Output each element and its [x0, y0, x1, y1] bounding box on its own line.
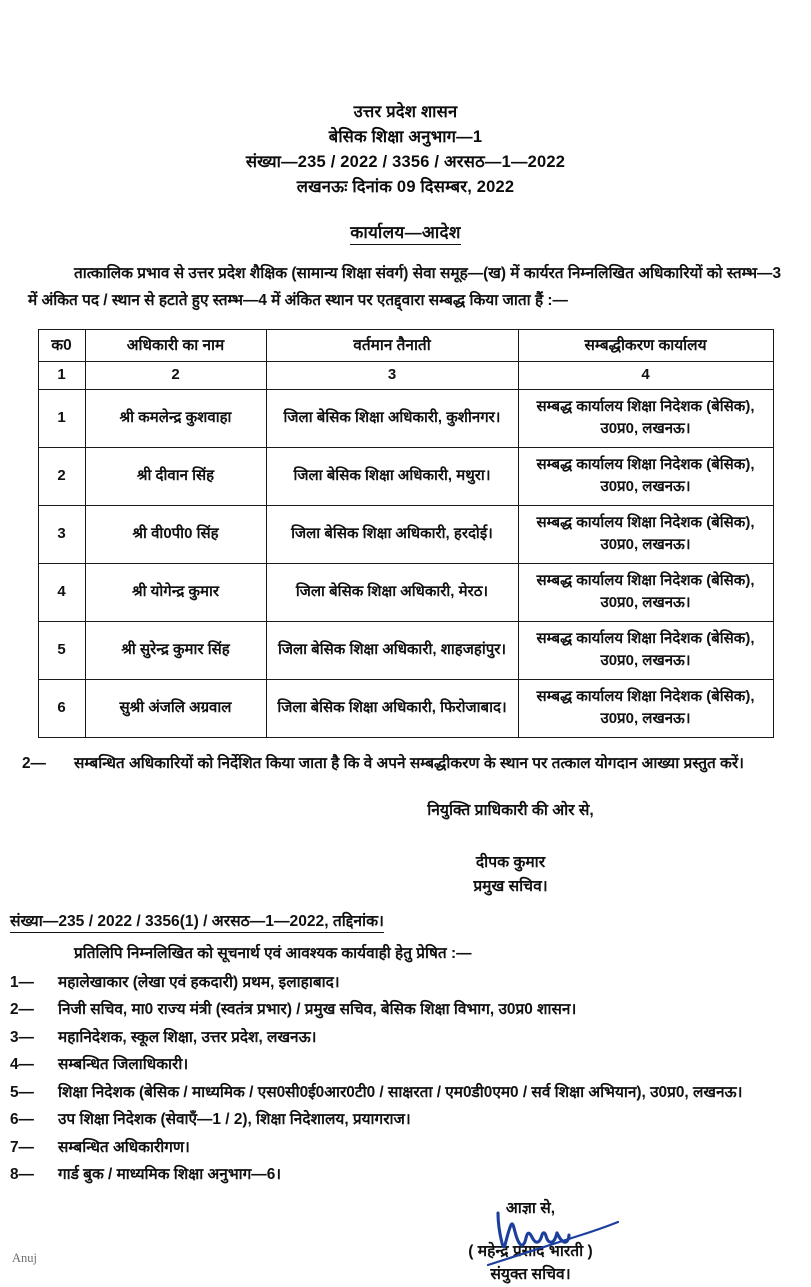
clause-2-number: 2— [22, 754, 46, 772]
cell-sno: 1 [38, 389, 85, 447]
list-item-index: 6— [10, 1111, 34, 1129]
signatory-name: दीपक कुमार [475, 854, 546, 872]
table-row [38, 505, 773, 563]
clause-2 [22, 751, 781, 777]
cell-current-posting: जिला बेसिक शिक्षा अधिकारी, फिरोजाबाद। [266, 679, 518, 737]
cell-officer-name: श्री दीवान सिंह [85, 447, 266, 505]
header-line-government: उत्तर प्रदेश शासन [353, 103, 458, 121]
column-header-sno: क0 [38, 329, 85, 361]
by-order-line: आज्ञा से, [505, 1199, 556, 1217]
list-item [10, 997, 787, 1023]
header-line-department: बेसिक शिक्षा अनुभाग—1 [328, 128, 483, 147]
column-number-4: 4 [518, 362, 773, 390]
cell-current-posting: जिला बेसिक शिक्षा अधिकारी, हरदोई। [266, 505, 518, 563]
cell-sno: 4 [38, 563, 85, 621]
table-row [38, 389, 773, 447]
cell-attachment-office: सम्बद्ध कार्यालय शिक्षा निदेशक (बेसिक), उ0प्र0, लखनऊ। [518, 621, 773, 679]
cell-attachment-office: सम्बद्ध कार्यालय शिक्षा निदेशक (बेसिक), उ0प्र0, लखनऊ। [518, 679, 773, 737]
column-header-officer-name: अधिकारी का नाम [85, 329, 266, 361]
list-item-text: गार्ड बुक / माध्यमिक शिक्षा अनुभाग—6। [58, 1166, 282, 1184]
order-title-container [0, 220, 811, 245]
cell-officer-name: श्री वी0पी0 सिंह [85, 505, 266, 563]
list-item-text: निजी सचिव, मा0 राज्य मंत्री (स्वतंत्र प्रभार) / प्रमुख सचिव, बेसिक शिक्षा विभाग, उ0प्र0 शासन। [58, 1001, 577, 1019]
list-item-index: 5— [10, 1083, 34, 1101]
list-item-index: 1— [10, 973, 34, 991]
list-item [10, 1162, 787, 1188]
order-title: कार्यालय—आदेश [350, 220, 460, 245]
table-row [38, 563, 773, 621]
typist-footer-note: Anuj [12, 1251, 37, 1265]
signature-block-principal-secretary [0, 799, 811, 899]
table-row [38, 621, 773, 679]
cell-officer-name: श्री सुरेन्द्र कुमार सिंह [85, 621, 266, 679]
appointing-authority-line: नियुक्ति प्राधिकारी की ओर से, [427, 802, 594, 819]
intro-paragraph: तात्कालिक प्रभाव से उत्तर प्रदेश शैक्षिक (सामान्य शिक्षा संवर्ग) सेवा समूह—(ख) में कार्यरत निम्नलिखित अधिकारियों को स्तम्भ—3 में अंकित पद / स्थान से हटाते हुए स्तम्भ—4 में अंकित स्थान पर एतद्द्वारा सम्बद्ध किया जाता हैं :— [28, 265, 781, 310]
table-row [38, 679, 773, 737]
table-row [38, 447, 773, 505]
joint-secretary-name: ( महेन्द्र प्रसाद भारती ) [468, 1242, 593, 1260]
list-item-text: सम्बन्धित जिलाधिकारी। [58, 1056, 189, 1074]
officers-transfer-table [38, 329, 774, 738]
joint-secretary-designation: संयुक्त सचिव। [490, 1266, 571, 1284]
list-item [10, 1080, 787, 1106]
header-line-place-date: लखनऊः दिनांक 09 दिसम्बर, 2022 [296, 178, 515, 197]
column-number-3: 3 [266, 362, 518, 390]
clause-2-text: सम्बन्धित अधिकारियों को निर्देशित किया जाता है कि वे अपने सम्बद्धीकरण के स्थान पर तत्काल योगदान आख्या प्रस्तुत करें। [74, 754, 744, 772]
cell-attachment-office: सम्बद्ध कार्यालय शिक्षा निदेशक (बेसिक), उ0प्र0, लखनऊ। [518, 389, 773, 447]
endorsement-copy-line: प्रतिलिपि निम्नलिखित को सूचनार्थ एवं आवश्यक कार्यवाही हेतु प्रेषित :— [74, 945, 472, 963]
list-item-text: उप शिक्षा निदेशक (सेवाएँ—1 / 2), शिक्षा निदेशालय, प्रयागराज। [58, 1111, 411, 1129]
list-item-index: 3— [10, 1028, 34, 1046]
list-item [10, 1135, 787, 1161]
column-number-1: 1 [38, 362, 85, 390]
list-item [10, 970, 787, 996]
cell-sno: 2 [38, 447, 85, 505]
cell-attachment-office: सम्बद्ध कार्यालय शिक्षा निदेशक (बेसिक), उ0प्र0, लखनऊ। [518, 447, 773, 505]
table-column-number-row [38, 362, 773, 390]
signatory-designation: प्रमुख सचिव। [473, 878, 548, 896]
cell-current-posting: जिला बेसिक शिक्षा अधिकारी, शाहजहांपुर। [266, 621, 518, 679]
list-item-text: महालेखाकार (लेखा एवं हकदारी) प्रथम, इलाहाबाद। [58, 973, 340, 991]
list-item-index: 7— [10, 1138, 34, 1156]
list-item-index: 2— [10, 1001, 34, 1019]
list-item [10, 1025, 787, 1051]
cell-current-posting: जिला बेसिक शिक्षा अधिकारी, मथुरा। [266, 447, 518, 505]
list-item [10, 1052, 787, 1078]
cell-officer-name: श्री योगेन्द्र कुमार [85, 563, 266, 621]
column-number-2: 2 [85, 362, 266, 390]
cell-sno: 5 [38, 621, 85, 679]
table-header-row [38, 329, 773, 361]
cell-officer-name: श्री कमलेन्द्र कुशवाहा [85, 389, 266, 447]
column-header-current-posting: वर्तमान तैनाती [266, 329, 518, 361]
cell-current-posting: जिला बेसिक शिक्षा अधिकारी, कुशीनगर। [266, 389, 518, 447]
list-item-text: सम्बन्धित अधिकारीगण। [58, 1138, 190, 1156]
cell-sno: 3 [38, 505, 85, 563]
cell-attachment-office: सम्बद्ध कार्यालय शिक्षा निदेशक (बेसिक), उ0प्र0, लखनऊ। [518, 505, 773, 563]
distribution-list [10, 970, 787, 1189]
document-header [0, 100, 811, 200]
list-item-text: शिक्षा निदेशक (बेसिक / माध्यमिक / एस0सी0ई0आर0टी0 / साक्षरता / एम0डी0एम0 / सर्व शिक्षा अभियान), उ0प्र0, लखनऊ। [58, 1083, 743, 1101]
header-line-reference-number: संख्या—235 / 2022 / 3356 / अरसठ—1—2022 [245, 153, 566, 172]
cell-attachment-office: सम्बद्ध कार्यालय शिक्षा निदेशक (बेसिक), उ0प्र0, लखनऊ। [518, 563, 773, 621]
cell-officer-name: सुश्री अंजलि अग्रवाल [85, 679, 266, 737]
list-item [10, 1107, 787, 1133]
endorsement-reference-container [10, 909, 811, 933]
list-item-index: 8— [10, 1166, 34, 1184]
endorsement-reference-number: संख्या—235 / 2022 / 3356(1) / अरसठ—1—2022, तद्दिनांक। [10, 909, 384, 933]
list-item-index: 4— [10, 1056, 34, 1074]
cell-sno: 6 [38, 679, 85, 737]
column-header-attachment-office: सम्बद्धीकरण कार्यालय [518, 329, 773, 361]
signature-block-joint-secretary [0, 1197, 811, 1287]
list-item-text: महानिदेशक, स्कूल शिक्षा, उत्तर प्रदेश, लखनऊ। [58, 1028, 317, 1046]
cell-current-posting: जिला बेसिक शिक्षा अधिकारी, मेरठ। [266, 563, 518, 621]
